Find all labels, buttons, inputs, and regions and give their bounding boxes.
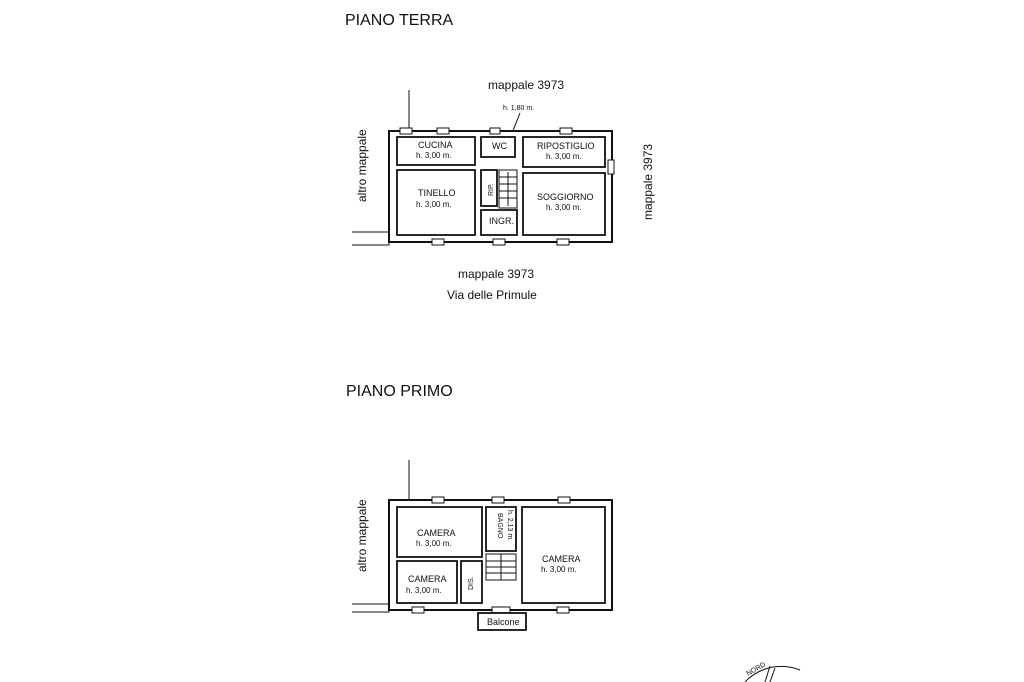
label-cucina: CUCINA	[418, 140, 453, 150]
ground-neighbor-top: mappale 3973	[488, 78, 565, 92]
ground-neighbor-left: altro mappale	[355, 129, 369, 202]
height-ripostiglio: h. 3,00 m.	[546, 152, 582, 161]
label-camera-bottom-left: CAMERA	[408, 574, 447, 584]
height-tinello: h. 3,00 m.	[416, 200, 452, 209]
height-camera-top-left: h. 3,00 m.	[416, 539, 452, 548]
height-camera-bottom-left: h. 3,00 m.	[406, 586, 442, 595]
height-bagno: h. 2,13 m.	[506, 510, 513, 542]
compass-label: NORD	[745, 661, 767, 678]
ground-floor-title: PIANO TERRA	[345, 12, 454, 29]
label-ripostiglio: RIPOSTIGLIO	[537, 141, 595, 151]
ground-neighbor-right: mappale 3973	[641, 143, 655, 220]
ground-boundary-line-left	[352, 232, 389, 245]
first-floor-title: PIANO PRIMO	[346, 383, 453, 400]
compass-icon	[745, 661, 800, 682]
label-disimpegno: DIS.	[468, 576, 475, 590]
height-soggiorno: h. 3,00 m.	[546, 203, 582, 212]
label-camera-top-left: CAMERA	[417, 528, 456, 538]
ground-neighbor-bottom: mappale 3973	[458, 267, 535, 281]
height-cucina: h. 3,00 m.	[416, 151, 452, 160]
label-rip: RIP.	[488, 183, 495, 196]
label-soggiorno: SOGGIORNO	[537, 192, 594, 202]
label-ingresso: INGR.	[489, 216, 515, 226]
stair-height-label: h. 1,80 m.	[503, 105, 535, 112]
label-tinello: TINELLO	[418, 188, 456, 198]
label-camera-right: CAMERA	[542, 554, 581, 564]
first-boundary-line-left	[352, 604, 389, 612]
height-camera-right: h. 3,00 m.	[541, 565, 577, 574]
label-balcone: Balcone	[487, 617, 520, 627]
first-neighbor-left: altro mappale	[355, 499, 369, 572]
street-name: Via delle Primule	[447, 288, 537, 302]
label-wc: WC	[492, 141, 507, 151]
label-bagno: BAGNO	[496, 513, 503, 539]
